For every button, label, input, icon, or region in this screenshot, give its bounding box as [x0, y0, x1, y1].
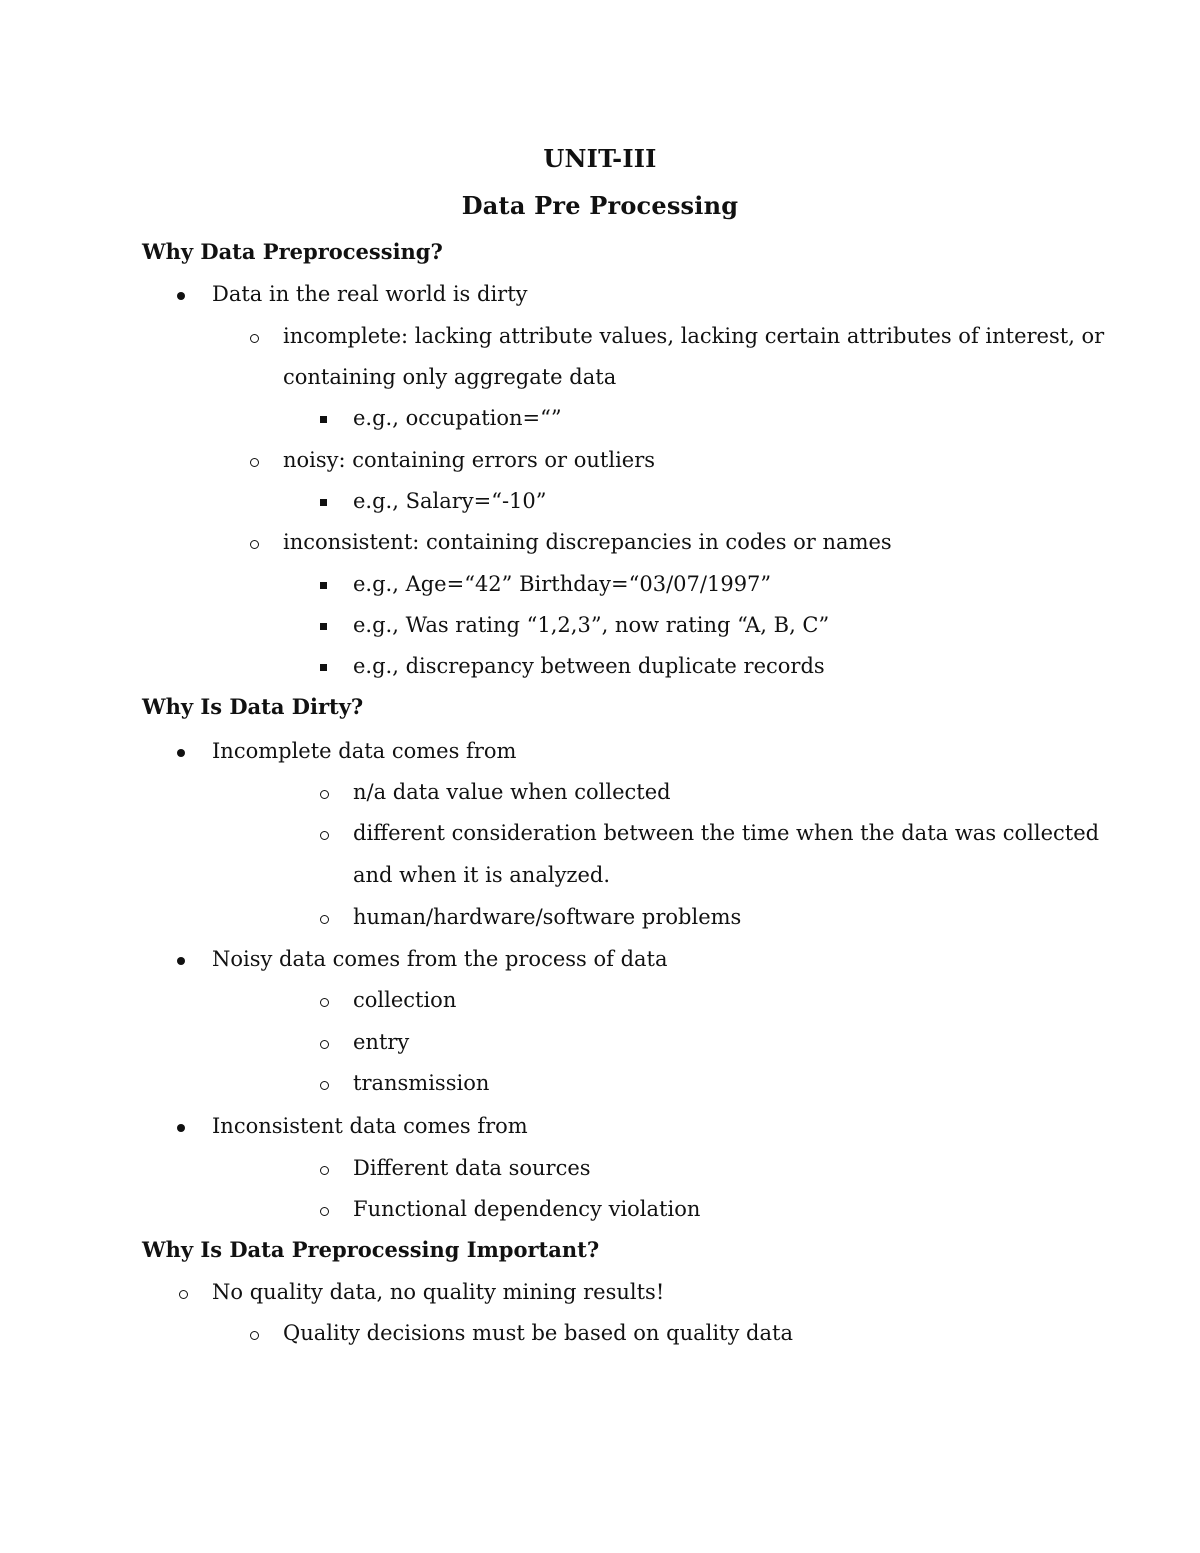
section-heading-why-preprocessing: Why Data Preprocessing?: [142, 239, 443, 264]
list-item: entry: [353, 1030, 410, 1054]
section-heading-why-important: Why Is Data Preprocessing Important?: [142, 1237, 600, 1262]
bullet-circle-icon: [250, 1331, 259, 1340]
bullet-square-icon: [320, 664, 327, 671]
list-item: e.g., Age=“42” Birthday=“03/07/1997”: [353, 572, 772, 596]
bullet-circle-icon: [250, 458, 259, 467]
bullet-dot-icon: [177, 292, 185, 300]
list-item: noisy: containing errors or outliers: [283, 448, 656, 472]
list-item: n/a data value when collected: [353, 780, 671, 804]
bullet-circle-icon: [320, 790, 329, 799]
bullet-square-icon: [320, 416, 327, 423]
bullet-square-icon: [320, 499, 327, 506]
bullet-dot-icon: [177, 957, 185, 965]
bullet-circle-icon: [179, 1290, 188, 1299]
list-item: Noisy data comes from the process of data: [212, 947, 668, 971]
bullet-circle-icon: [320, 915, 329, 924]
list-item: different consideration between the time when the data was collected: [353, 821, 1100, 845]
bullet-square-icon: [320, 582, 327, 589]
list-item: e.g., discrepancy between duplicate records: [353, 654, 825, 678]
bullet-circle-icon: [320, 1207, 329, 1216]
bullet-dot-icon: [177, 749, 185, 757]
list-item: human/hardware/software problems: [353, 905, 742, 929]
list-item-continuation: containing only aggregate data: [283, 365, 617, 389]
bullet-circle-icon: [320, 1081, 329, 1090]
list-item: Functional dependency violation: [353, 1197, 701, 1221]
list-item-continuation: and when it is analyzed.: [353, 863, 611, 887]
list-item: Data in the real world is dirty: [212, 282, 528, 306]
list-item: inconsistent: containing discrepancies in codes or names: [283, 530, 892, 554]
unit-title: UNIT-III: [543, 144, 657, 173]
list-item: Incomplete data comes from: [212, 739, 517, 763]
bullet-circle-icon: [320, 1166, 329, 1175]
bullet-dot-icon: [177, 1124, 185, 1132]
bullet-circle-icon: [320, 831, 329, 840]
bullet-circle-icon: [250, 334, 259, 343]
list-item: e.g., Was rating “1,2,3”, now rating “A, B, C”: [353, 613, 830, 637]
list-item: collection: [353, 988, 457, 1012]
list-item: Different data sources: [353, 1156, 591, 1180]
list-item: e.g., Salary=“-10”: [353, 489, 547, 513]
section-heading-why-dirty: Why Is Data Dirty?: [142, 694, 364, 719]
bullet-circle-icon: [320, 998, 329, 1007]
list-item: No quality data, no quality mining results!: [212, 1280, 665, 1304]
list-item: incomplete: lacking attribute values, lacking certain attributes of interest, or: [283, 324, 1105, 348]
bullet-circle-icon: [320, 1040, 329, 1049]
list-item: Quality decisions must be based on quality data: [283, 1321, 793, 1345]
list-item: Inconsistent data comes from: [212, 1114, 528, 1138]
bullet-square-icon: [320, 623, 327, 630]
page-title: Data Pre Processing: [461, 191, 739, 220]
bullet-circle-icon: [250, 540, 259, 549]
list-item: e.g., occupation=“”: [353, 406, 562, 430]
list-item: transmission: [353, 1071, 490, 1095]
